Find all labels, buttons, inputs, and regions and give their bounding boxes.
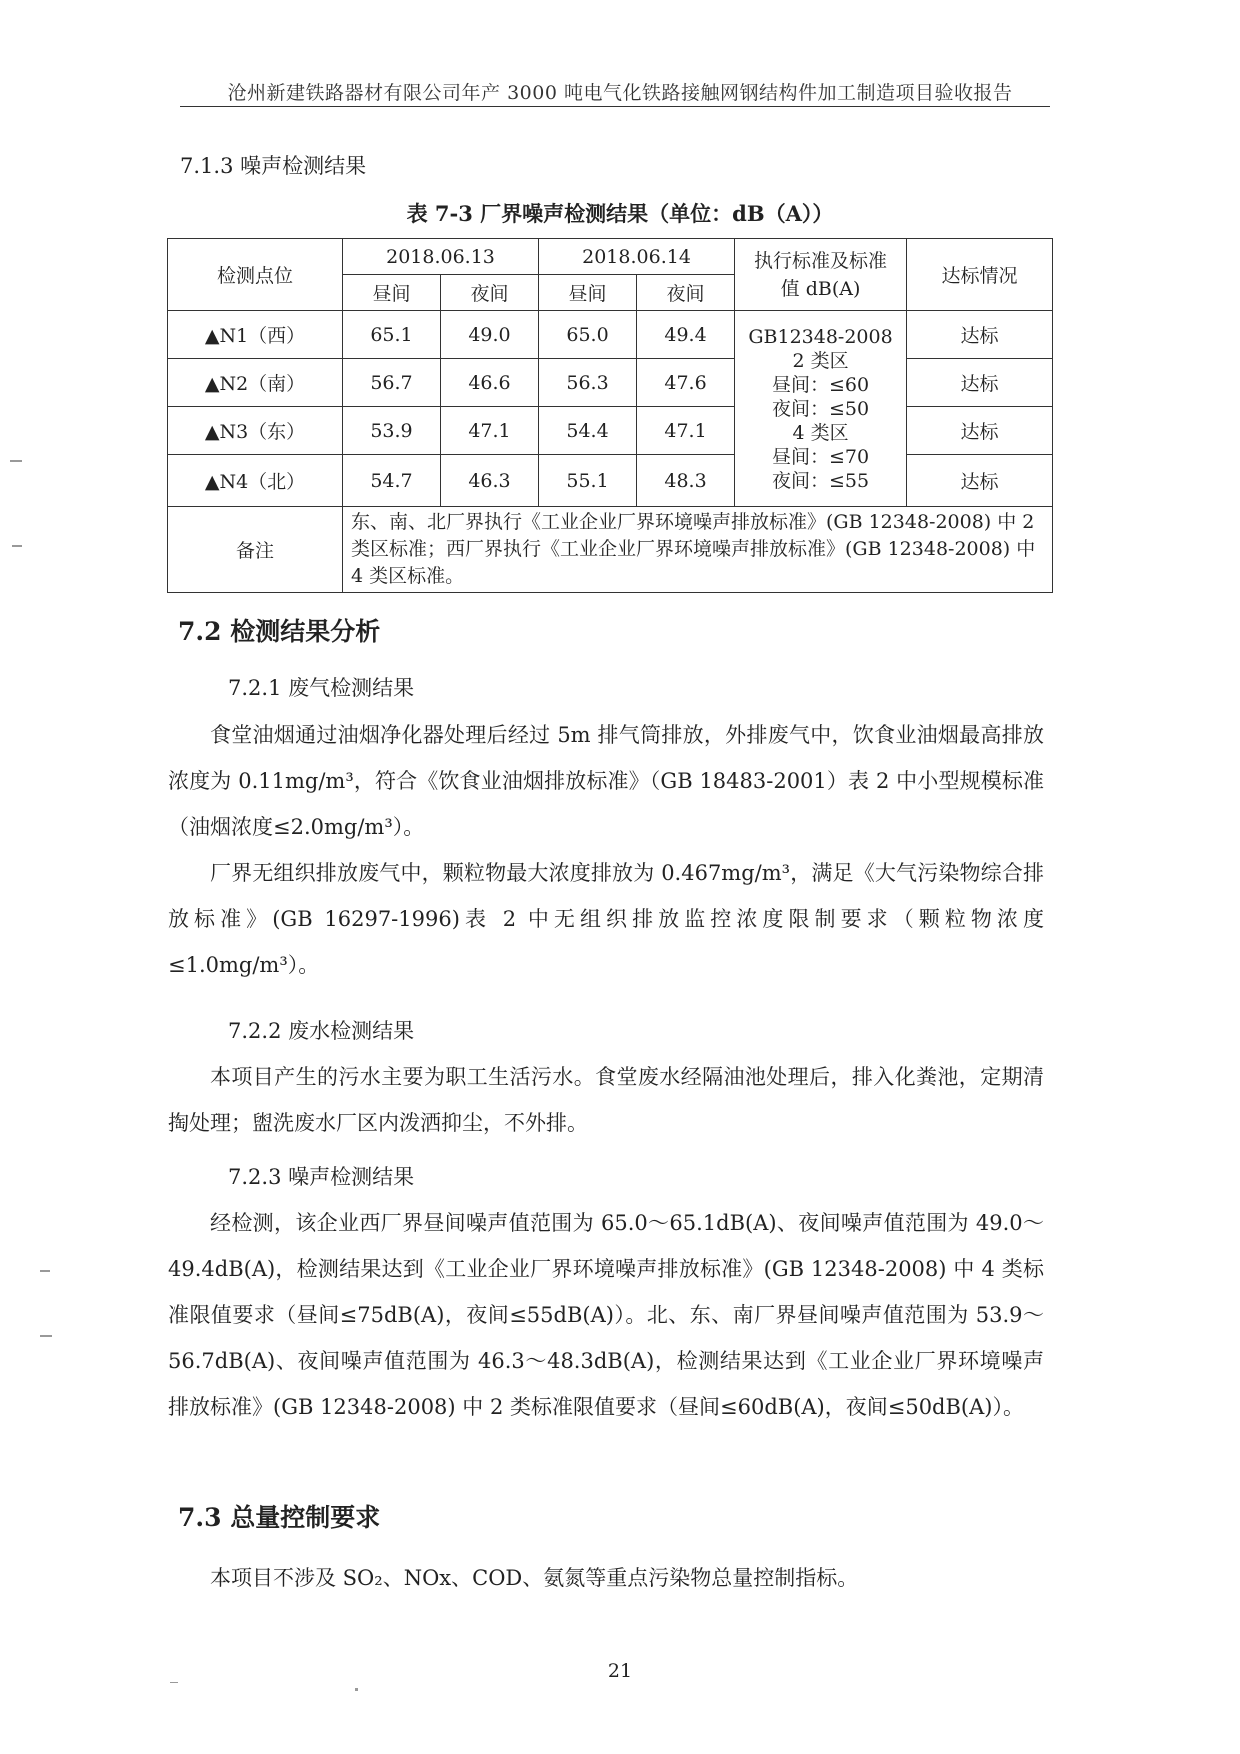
standard-line: 4 类区 (792, 421, 849, 444)
header-day-2: 昼间 (539, 275, 637, 311)
header-point: 检测点位 (168, 239, 343, 311)
value-cell: 56.7 (343, 359, 441, 407)
point-cell: ▲N1（西） (168, 311, 343, 359)
header-divider (180, 106, 1050, 107)
table-row (168, 455, 1053, 507)
header-date-1: 2018.06.13 (343, 239, 539, 275)
value-cell: 65.0 (539, 311, 637, 359)
value-cell: 46.3 (441, 455, 539, 507)
standard-line: GB12348-2008 (748, 325, 893, 348)
table-row (168, 311, 1053, 359)
result-cell: 达标 (907, 455, 1053, 507)
header-result: 达标情况 (907, 239, 1053, 311)
point-cell: ▲N3（东） (168, 407, 343, 455)
section-heading-7-2-1: 7.2.1 废气检测结果 (228, 676, 415, 700)
point-cell: ▲N4（北） (168, 455, 343, 507)
body-paragraph: 本项目不涉及 SO₂、NOx、COD、氨氮等重点污染物总量控制指标。 (210, 1566, 859, 1590)
running-header: 沧州新建铁路器材有限公司年产 3000 吨电气化铁路接触网钢结构件加工制造项目验收报告 (227, 82, 1013, 104)
table-caption: 表 7-3 厂界噪声检测结果（单位：dB（A）） (406, 201, 834, 226)
standard-line: 昼间：≤70 (771, 445, 870, 468)
result-cell: 达标 (907, 311, 1053, 359)
body-paragraph: 厂界无组织排放废气中，颗粒物最大浓度排放为 0.467mg/m³，满足《大气污染物综合排放标准》(GB 16297-1996)表 2 中无组织排放监控浓度限制要求（颗粒物浓度≤1.0mg/m³）。 (168, 861, 1044, 977)
section-heading-7-2-3: 7.2.3 噪声检测结果 (228, 1165, 415, 1189)
standard-line: 2 类区 (792, 349, 849, 372)
value-cell: 49.0 (441, 311, 539, 359)
body-paragraph: 食堂油烟通过油烟净化器处理后经过 5m 排气筒排放，外排废气中，饮食业油烟最高排放浓度为 0.11mg/m³，符合《饮食业油烟排放标准》（GB 18483-2001）表 2 中小型规模标准（油烟浓度≤2.0mg/m³）。 (168, 723, 1044, 839)
remark-text: 东、南、北厂界执行《工业企业厂界环境噪声排放标准》(GB 12348-2008) 中 2 类区标准；西厂界执行《工业企业厂界环境噪声排放标准》(GB 12348-2008) 中 4 类区标准。 (343, 507, 1053, 593)
value-cell: 55.1 (539, 455, 637, 507)
remark-label: 备注 (168, 507, 343, 593)
result-cell: 达标 (907, 359, 1053, 407)
value-cell: 48.3 (637, 455, 735, 507)
section-heading-7-2-2: 7.2.2 废水检测结果 (228, 1019, 415, 1043)
value-cell: 54.4 (539, 407, 637, 455)
scan-artifact (40, 1335, 52, 1337)
section-heading-7-2: 7.2 检测结果分析 (178, 617, 381, 646)
body-paragraph: 本项目产生的污水主要为职工生活污水。食堂废水经隔油池处理后，排入化粪池，定期清掏处理；盥洗废水厂区内泼洒抑尘，不外排。 (168, 1065, 1044, 1135)
header-standard: 执行标准及标准值 dB(A) (735, 239, 907, 311)
value-cell: 47.6 (637, 359, 735, 407)
scan-artifact (12, 545, 22, 547)
standard-line: 夜间：≤55 (771, 469, 870, 492)
table-row (168, 359, 1053, 407)
table-row (168, 407, 1053, 455)
scan-artifact (355, 1688, 358, 1691)
body-paragraph-group (168, 1200, 1044, 1430)
standard-cell (735, 311, 907, 507)
scan-artifact (40, 1270, 50, 1272)
scan-artifact (170, 1682, 178, 1683)
body-paragraph-group (168, 712, 1044, 988)
page-number: 21 (607, 1660, 633, 1682)
body-paragraph-group (168, 1555, 1044, 1601)
value-cell: 47.1 (637, 407, 735, 455)
section-heading-7-1-3: 7.1.3 噪声检测结果 (180, 154, 367, 178)
value-cell: 47.1 (441, 407, 539, 455)
body-paragraph: 经检测，该企业西厂界昼间噪声值范围为 65.0～65.1dB(A)、夜间噪声值范围为 49.0～49.4dB(A)，检测结果达到《工业企业厂界环境噪声排放标准》(GB 12348-2008) 中 4 类标准限值要求（昼间≤75dB(A)，夜间≤55dB(A)）。北、东、南厂界昼间噪声值范围为 53.9～56.7dB(A)、夜间噪声值范围为 46.3～48.3dB(A)，检测结果达到《工业企业厂界环境噪声排放标准》(GB 12348-2008) 中 2 类标准限值要求（昼间≤60dB(A)，夜间≤50dB(A)）。 (168, 1211, 1044, 1419)
header-night-2: 夜间 (637, 275, 735, 311)
section-heading-7-3: 7.3 总量控制要求 (178, 1503, 381, 1532)
value-cell: 49.4 (637, 311, 735, 359)
standard-line: 夜间：≤50 (771, 397, 870, 420)
header-date-2: 2018.06.14 (539, 239, 735, 275)
result-cell: 达标 (907, 407, 1053, 455)
value-cell: 54.7 (343, 455, 441, 507)
standard-line: 昼间：≤60 (771, 373, 870, 396)
value-cell: 46.6 (441, 359, 539, 407)
value-cell: 53.9 (343, 407, 441, 455)
body-paragraph-group (168, 1054, 1044, 1146)
value-cell: 56.3 (539, 359, 637, 407)
point-cell: ▲N2（南） (168, 359, 343, 407)
header-day-1: 昼间 (343, 275, 441, 311)
noise-results-table (167, 238, 1053, 593)
value-cell: 65.1 (343, 311, 441, 359)
header-night-1: 夜间 (441, 275, 539, 311)
scan-artifact (10, 460, 22, 462)
